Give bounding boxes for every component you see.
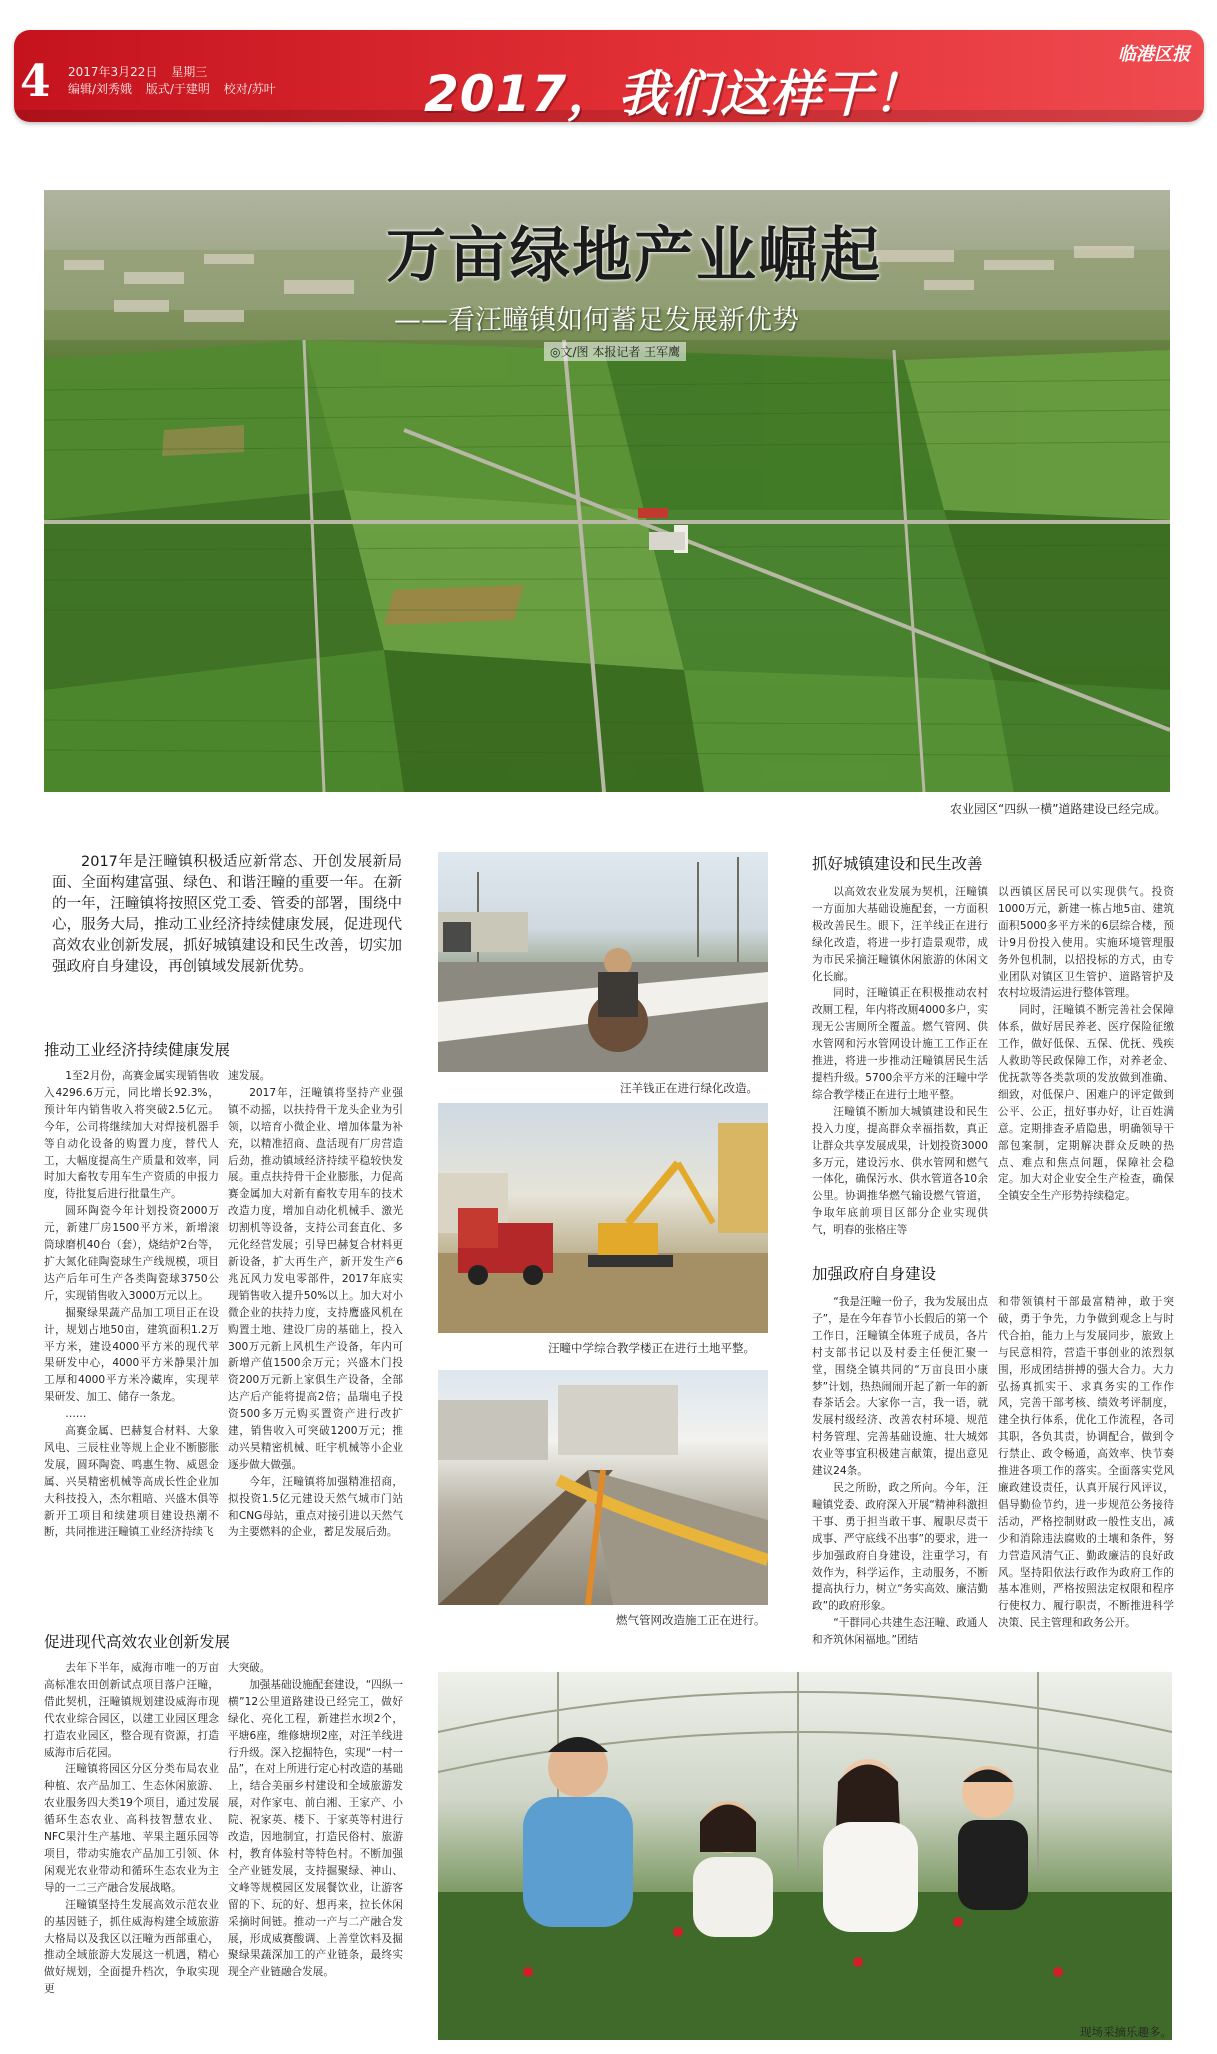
paragraph: …… <box>65 1408 87 1421</box>
section-title-agriculture: 促进现代高效农业创新发展 <box>44 1633 231 1651</box>
photo-caption-greening: 汪羊钱正在进行绿化改造。 <box>620 1081 758 1095</box>
issue-date: 2017年3月22日 <box>68 65 158 79</box>
section-town-col2 <box>998 884 1174 1259</box>
issue-weekday: 星期三 <box>171 65 208 79</box>
newspaper-logo: 临港区报 <box>1118 44 1190 65</box>
page-headline: 2017，我们这样干！ <box>424 65 925 122</box>
paragraph: 以西镇区居民可以实现供气。投资1000万元，新建一栋占地5亩、建筑面积5000多平方米的6层综合楼，预计9月份投入使用。实施环境管理服务外包机制，以招投标的方式，由专业团队对镇区卫生管护、道路管护及农村垃圾清运进行整体管理。 <box>998 886 1174 1000</box>
section-agriculture-col2 <box>228 1660 403 2052</box>
layout-credit: 版式/于建明 <box>145 82 210 96</box>
gas-pipeline-illustration <box>438 1370 768 1605</box>
gas-pipeline-photo <box>438 1370 768 1605</box>
page-number: 4 <box>20 56 51 107</box>
section-agriculture-col1 <box>44 1660 219 2052</box>
paragraph: 民之所盼，政之所向。今年，汪疃镇党委、政府深入开展“精神科激担干事、勇于担当敢干事、履职尽责干成事、严守底线不出事”的要求，进一步加强政府自身建设，注重学习，有效作为，科学运作，主动服务，不断提高执行力，树立“务实高效、廉洁勤政”的政府形象。 <box>812 1481 988 1613</box>
paragraph: 汪疃镇不断加大城镇建设和民生投入力度，提高群众幸福指数，真正让群众共享发展成果，计划投资3000多万元，建设污水、供水管网和燃气一体化，确保污水、供水管道各10余公里。协调推华燃气输设燃气管道，争取年底前项目区部分企业实现供气，明春的张格庄等 <box>812 1105 988 1237</box>
editor-credit: 编辑/刘秀娥 <box>68 82 133 96</box>
paragraph: 高赛金属、巴赫复合材料、大象风电、三辰柱业等规上企业不断膨胀发展，圆环陶瓷、鸣惠生物、威恩金属、兴昊精密机械等高成长性企业加大科技投入，杰尔粗暗、兴盛木俱等新开工项目和续建项目建设热潮不断，共同推进汪疃镇工业经济持续飞 <box>44 1425 219 1539</box>
section-town-col1 <box>812 884 988 1259</box>
paragraph: 掘聚绿果蔬产品加工项目正在设计，规划占地50亩，建筑面积1.2万平方米，建设4000平方米的现代苹果研发中心，4000平方米静果汁加工厚和4000平方米冷藏库，实现苹果研发、加工、储存一条龙。 <box>44 1306 219 1404</box>
hero-title: 万亩绿地产业崛起 <box>386 221 882 291</box>
paragraph: 加强基础设施配套建设，“四纵一横”12公里道路建设已经完工，做好绿化、亮化工程，新建拦水坝2个，平塘6座，维修塘坝2座，对汪羊线进行升级。深入挖掘特色，实现“一村一品”，在对上所进行定心村改造的基础上，结合美丽乡村建设和全域旅游发展，对作家屯、前白湘、王家产、小院、祝家英、楼下、于家英等村进行改造，因地制宜，打造民俗村、旅游村，教育体验村等特色村。不断加强全产业链发展，支持掘聚绿、神山、文峰等规模园区发展餐饮业，让游客留的下、玩的好、想再来，拉长休闲采摘时间链。推动一产与二产融合发展，形成威赛酸调、上善堂饮料及掘聚绿果蔬深加工的产业链条，最终实现全产业链融合发展。 <box>228 1678 403 1979</box>
greenhouse-illustration <box>438 1672 1172 2040</box>
hero-aerial-photo <box>44 190 1170 792</box>
paragraph: 速发展。 <box>228 1070 271 1082</box>
masthead-meta <box>68 64 286 98</box>
paragraph: 去年下半年，威海市唯一的万亩高标准农田创新试点项目落户汪疃，借此契机，汪疃镇规划建设威海市现代农业综合园区，以建工业园区理念打造农业园区，整合现有资源，打造威海市后花园。 <box>44 1662 219 1759</box>
photo-caption-gas-pipeline: 燃气管网改造施工正在进行。 <box>616 1613 766 1627</box>
section-title-government: 加强政府自身建设 <box>812 1265 937 1283</box>
intro-paragraph: 2017年是汪疃镇积极适应新常态、开创发展新局面、全面构建富强、绿色、和谐汪疃的重要一年。在新的一年，汪疃镇将按照区党工委、管委的部署，围绕中心，服务大局，推动工业经济持续健康发展，促进现代高效农业创新发展，抓好城镇建设和民生改善，切实加强政府自身建设，再创镇域发展新优势。 <box>52 854 402 975</box>
photo-caption-school-site: 汪疃中学综合教学楼正在进行土地平整。 <box>548 1341 755 1355</box>
hero-subtitle: ——看汪疃镇如何蓄足发展新优势 <box>394 305 799 336</box>
paragraph: “干群同心共建生态汪疃、政通人和齐筑休闲福地。”团结 <box>812 1617 988 1646</box>
paragraph: 同时，汪疃镇不断完善社会保障体系，做好居民养老、医疗保险征缴工作，做好低保、五保、优抚、残疾人救助等民政保障工作，对养老金、优抚款等各类款项的发放做到准确、细致，对低保户、困难户的评定做到公平、公正，扭好事办好，让百姓满意。定期排查矛盾隐患，明确领导干部包案制，定期解决群众反映的热点、难点和焦点问题，保障社会稳定。加大对企业安全生产检查，确保全镇安全生产形势持续稳定。 <box>998 1004 1174 1203</box>
hero-byline: ◎文/图 本报记者 王军鹰 <box>544 342 686 361</box>
paragraph: 2017年，汪疃镇将坚持产业强镇不动摇，以扶持骨干龙头企业为引领，以培育小微企业、增加体量为补充，以精准招商、盘活现有厂房营造后劲，推动镇域经济持续平稳较快发展。重点扶持骨干企业膨胀，力促高赛金属加大对新有畜牧专用车的技术改造力度，增加自动化机械手、激光切割机等设备，支持公司套直化、多元化经营发展；引导巴赫复合材料更新设备，扩大再生产，新开发生产6兆瓦风力发电零部件，2017年底实现销售收入提升50%以上。加大对小微企业的扶持力度，支持鹰盛风机在购置土地、建设厂房的基础上，投入300万元新上风机生产设备，年内可新增产值1500余万元；兴盛木门投资200万元新上家俱生产设备，全部达产后产能将提高2倍；晶瑞电子投资500多万元购买置资产进行改扩建，销售收入可突破1200万元；推动兴昊精密机械、旺宇机械等小企业逐步做大做强。 <box>228 1086 403 1471</box>
section-title-town: 抓好城镇建设和民生改善 <box>812 855 983 873</box>
photo-caption-strawberry: 现场采摘乐趣多。 <box>1080 2025 1172 2039</box>
hero-caption: 农业园区“四纵一横”道路建设已经完成。 <box>950 802 1167 816</box>
proofreader-credit: 校对/苏叶 <box>223 82 276 96</box>
paragraph: 圆环陶瓷今年计划投资2000万元，新建厂房1500平方米，新增滚筒球磨机40台（套），烧结炉2台等，扩大氮化硅陶瓷球生产线规模，项目达产后年可生产各类陶瓷球3750公斤，实现销售收入3000万元以上。 <box>44 1205 219 1302</box>
section-title-industry: 推动工业经济持续健康发展 <box>44 1041 231 1059</box>
roadside-greening-photo <box>438 852 768 1072</box>
paragraph: 1至2月份，高赛金属实现销售收入4296.6万元，同比增长92.3%，预计年内销售收入将突破2.5亿元。今年，公司将继续加大对焊接机器手等自动化设备的购置力度，替代人工，大幅度提高生产质量和效率，同时加大畜牧专用车生产资质的申报力度，待批复后进行批量生产。 <box>44 1070 219 1201</box>
paragraph: 以高效农业发展为契机，汪疃镇一方面加大基础设施配套，一方面积极改善民生。眼下，汪羊线正在进行绿化改造，将进一步打造景观带，成为市民采摘汪疃镇休闲旅游的休闲文化长廊。 <box>812 886 988 983</box>
paragraph: 同时，汪疃镇正在积极推动农村改厕工程，年内将改厕4000多户，实现无公害厕所全覆盖。燃气管网、供水管网和污水管网设计施工工作正在推进，将进一步推动汪疃镇居民生活提档升级。5700余平方米的汪疃中学综合教学楼正在进行土地平整。 <box>812 987 988 1101</box>
construction-site-photo <box>438 1103 768 1333</box>
section-industry-col1 <box>44 1068 219 1580</box>
section-government-col1 <box>812 1294 988 1646</box>
roadside-greening-illustration <box>438 852 768 1072</box>
paragraph: 大突破。 <box>228 1662 271 1674</box>
construction-site-illustration <box>438 1103 768 1333</box>
section-government-col2 <box>998 1294 1174 1646</box>
paragraph: 和带领镇村干部最富精神，敢于突破，勇于争先，力争做到观念上与时代合拍，能力上与发展同步，旅致上与民意相符，营造干事创业的浓烈氛围，形成团结拼搏的强大合力。大力弘扬真抓实干、求真务实的工作作风，完善干部考核、绩效考评制度，建全执行体系，优化工作流程，各司其职，各负其责，协调配合，做到令行禁止、政令畅通，高效率、快节奏推进各项工作的落实。全面落实党风廉政建设责任，认真开展行风评议，倡导勤俭节约，进一步规范公务接待活动，严格控制财政一般性支出，减少和消除违法腐败的土壤和条件，努力营造风清气正、勤政廉洁的良好政风。坚持阳依法行政作为政府工作的基本准则，严格按照法定权限和程序行使权力、履行职责，不断推进科学决策、民主管理和政务公开。 <box>998 1296 1174 1630</box>
masthead-banner <box>14 30 1204 122</box>
paragraph: 汪疃镇坚持生发展高效示范农业的基因链子，抓住威海构建全域旅游大格局以及我区以汪疃为西部重心，推动全域旅游大发展这一机遇，精心做好规划，全面提升档次，争取实现更 <box>44 1898 219 1996</box>
section-industry-col2 <box>228 1068 403 1580</box>
paragraph: “我是汪疃一份子，我为发展出点子”，是在今年春节小长假后的第一个工作日，汪疃镇全体班子成员，各片村支部书记以及村委主任便汇聚一堂，围绕全镇共同的“万亩良田小康梦”计划，热热闹闹开起了新一年的新春茶话会。大家你一言，我一语，就发展村级经济、改善农村环境、规范村务管理、完善基础设施、壮大城郊农业等事宜积极建言献策，提出意见建议24条。 <box>812 1296 988 1478</box>
paragraph: 今年，汪疃镇将加强精准招商，拟投资1.5亿元建设天然气城市门站和CNG母站，重点对接引进以天然气为主要燃料的企业，蓄足发展后劲。 <box>228 1475 403 1539</box>
strawberry-picking-photo <box>438 1672 1172 2040</box>
paragraph: 汪疃镇将园区分区分类布局农业种植、农产品加工、生态休闲旅游、农业服务四大类19个项目，通过发展循环生态农业、高科技智慧农业、NFC果汁生产基地、苹果主题乐园等项目，带动实施农产品加工引领、休闲观光农业带动和循环生态农业为主导的一二三产融合发展战略。 <box>44 1763 219 1894</box>
